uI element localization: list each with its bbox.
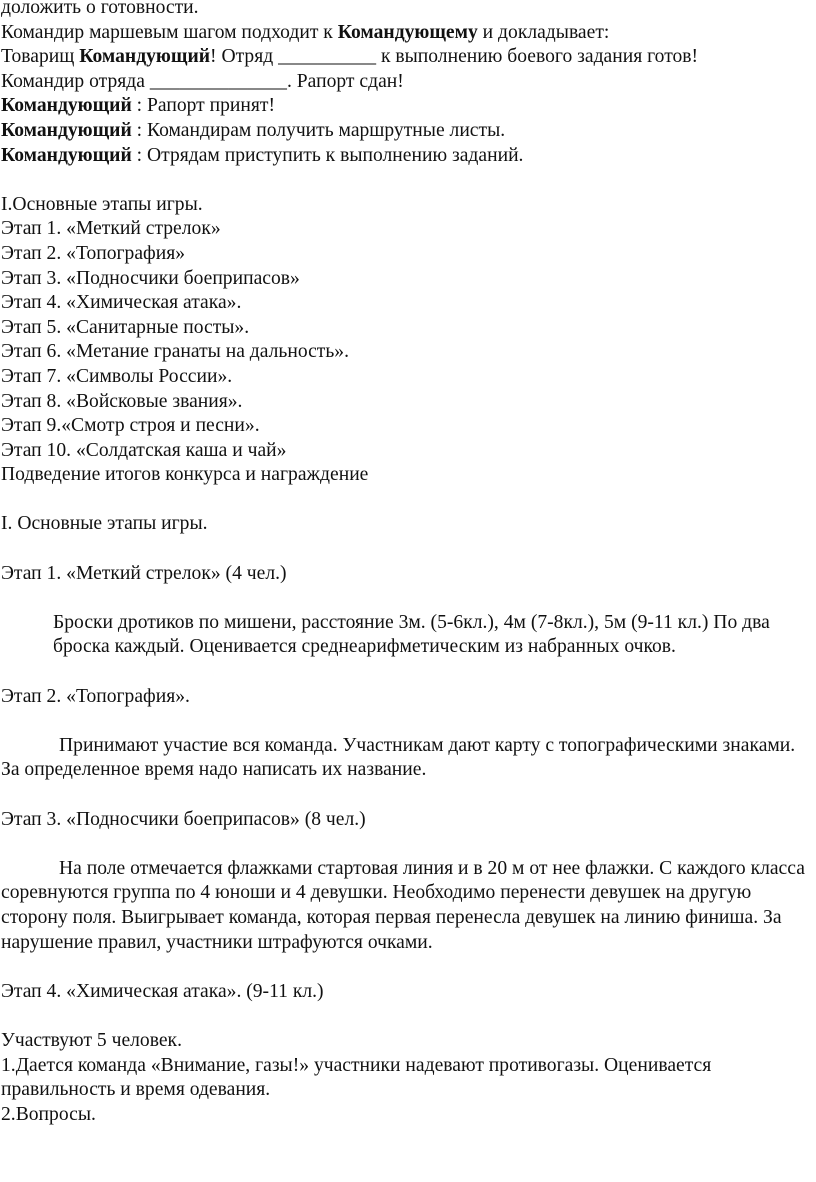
stage-description: Броски дротиков по мишени, расстояние 3м. (5-6кл.), 4м (7-8кл.), 5м (9-11 кл.) По два броска каждый. Оценивается среднеарифметическим из набранных очков. xyxy=(53,611,770,658)
blank-line xyxy=(1,783,811,808)
blank-line xyxy=(1,1004,811,1029)
toc-item: Этап 4. «Химическая атака». xyxy=(1,292,242,314)
command-line xyxy=(1,119,811,144)
blank-line xyxy=(1,709,811,734)
blank-line xyxy=(1,660,811,685)
bold-run: Командующий xyxy=(79,46,211,68)
intro-line xyxy=(1,21,811,46)
toc-item: Этап 6. «Метание гранаты на дальность». xyxy=(1,341,349,363)
toc-item: Этап 1. «Меткий стрелок» xyxy=(1,218,221,240)
toc-item: Этап 10. «Солдатская каша и чай» xyxy=(1,439,287,461)
intro-line: Командир отряда ______________. Рапорт сдан! xyxy=(1,70,404,92)
stage-description: Принимают участие вся команда. Участникам дают карту с топографическими знаками. За определенное время надо написать их название. xyxy=(1,734,796,781)
blank-line xyxy=(1,168,811,193)
toc-item: Этап 2. «Топография» xyxy=(1,242,186,264)
stage-description: На поле отмечается флажками стартовая линия и в 20 м от нее флажки. С каждого класса соревнуются группа по 4 юноши и 4 девушки. Необходимо перенести девушек на другую сторону поля. Выигрывает команда, которая первая перенесла девушек на линию финиша. За нарушение правил, участники штрафуются очками. xyxy=(1,857,805,953)
stage-title: Этап 4. «Химическая атака». (9-11 кл.) xyxy=(1,980,324,1002)
command-line xyxy=(1,144,811,169)
toc-item: Подведение итогов конкурса и награждение xyxy=(1,464,369,486)
stage-participants: Участвуют 5 человек. xyxy=(1,1029,182,1051)
toc-item: Этап 5. «Санитарные посты». xyxy=(1,316,250,338)
bold-run: Командующий xyxy=(1,144,132,166)
intro-line: доложить о готовности. xyxy=(1,0,199,18)
blank-line xyxy=(1,832,811,857)
text-run: Товарищ xyxy=(1,46,80,68)
blank-line xyxy=(1,537,811,562)
toc-item: Этап 9.«Смотр строя и песни». xyxy=(1,415,260,437)
toc-item: Этап 3. «Подносчики боеприпасов» xyxy=(1,267,300,289)
bold-run: Командующий xyxy=(1,119,132,141)
text-run: : Рапорт принят! xyxy=(131,95,275,117)
stage-title: Этап 2. «Топография». xyxy=(1,685,190,707)
command-line xyxy=(1,94,811,119)
stage-title: Этап 3. «Подносчики боеприпасов» (8 чел.) xyxy=(1,808,366,830)
text-run: и докладывает: xyxy=(477,21,610,43)
blank-line xyxy=(1,586,811,611)
bold-run: Командующий xyxy=(1,95,132,117)
intro-line xyxy=(1,45,811,70)
section-heading: I.Основные этапы игры. xyxy=(1,193,203,215)
stage-list-item: 1.Дается команда «Внимание, газы!» участники надевают противогазы. Оценивается правильность и время одевания. xyxy=(1,1054,712,1101)
text-run: Командир маршевым шагом подходит к xyxy=(1,21,338,43)
text-run: : Командирам получить маршрутные листы. xyxy=(131,119,506,141)
text-run: : Отрядам приступить к выполнению заданий. xyxy=(131,144,524,166)
section-heading: I. Основные этапы игры. xyxy=(1,513,208,535)
toc-item: Этап 8. «Войсковые звания». xyxy=(1,390,243,412)
text-run: ! Отряд __________ к выполнению боевого задания готов! xyxy=(210,46,699,68)
blank-line xyxy=(1,955,811,980)
document-page xyxy=(1,0,811,1127)
stage-title: Этап 1. «Меткий стрелок» (4 чел.) xyxy=(1,562,287,584)
stage-list-item: 2.Вопросы. xyxy=(1,1103,96,1125)
toc-item: Этап 7. «Символы России». xyxy=(1,365,233,387)
blank-line xyxy=(1,488,811,513)
bold-run: Командующему xyxy=(337,21,478,43)
